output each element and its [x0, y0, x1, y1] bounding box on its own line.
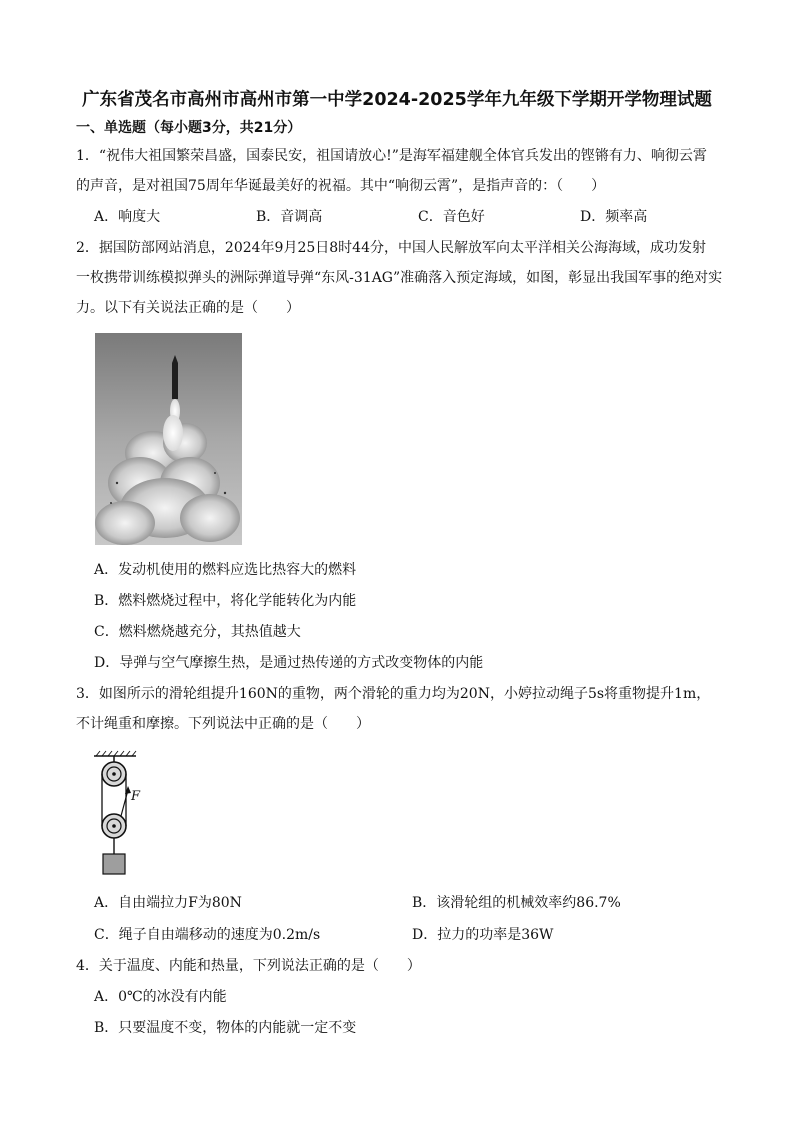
- q3-option-c: C．绳子自由端移动的速度为0.2m/s: [94, 927, 321, 943]
- q2-text-line2: 一枚携带训练模拟弹头的洲际弹道导弹“东风-31AG”准确落入预定海域，如图，彰显出我国军事的绝对实: [76, 270, 723, 286]
- section-heading: 一、单选题（每小题3分，共21分）: [76, 120, 302, 136]
- q1-option-c: C．音色好: [418, 209, 485, 225]
- q3-option-a: A．自由端拉力F为80N: [94, 895, 242, 911]
- q2-text-line1: 2．据国防部网站消息，2024年9月25日8时44分，中国人民解放军向太平洋相关公海海域，成功发射: [76, 240, 706, 256]
- exam-title: 广东省茂名市高州市高州市第一中学2024-2025学年九年级下学期开学物理试题: [82, 90, 712, 110]
- q2-option-a: A．发动机使用的燃料应选比热容大的燃料: [94, 562, 357, 578]
- q4-option-a: A．0℃的冰没有内能: [94, 989, 227, 1005]
- missile-launch-photo: [95, 333, 242, 545]
- q1-text-line2: 的声音，是对祖国75周年华诞最美好的祝福。其中“响彻云霄”，是指声音的：（ ）: [76, 178, 606, 194]
- q3-text-line2: 不计绳重和摩擦。下列说法中正确的是（ ）: [76, 716, 370, 732]
- q3-option-d: D．拉力的功率是36W: [412, 927, 554, 943]
- q1-option-b: B．音调高: [256, 209, 323, 225]
- q4-text-line1: 4．关于温度、内能和热量，下列说法正确的是（ ）: [76, 958, 421, 974]
- q2-option-d: D．导弹与空气摩擦生热，是通过热传递的方式改变物体的内能: [94, 655, 484, 671]
- q1-option-a: A．响度大: [94, 209, 161, 225]
- force-label: F: [131, 789, 141, 804]
- q2-text-line3: 力。以下有关说法正确的是（ ）: [76, 300, 300, 316]
- pulley-system-diagram: [90, 750, 150, 878]
- q2-option-b: B．燃料燃烧过程中，将化学能转化为内能: [94, 593, 357, 609]
- q1-option-d: D．频率高: [580, 209, 648, 225]
- q2-option-c: C．燃料燃烧越充分，其热值越大: [94, 624, 301, 640]
- q3-text-line1: 3．如图所示的滑轮组提升160N的重物，两个滑轮的重力均为20N，小婷拉动绳子5s将重物提升1m，: [76, 686, 711, 702]
- q1-text-line1: 1．“祝伟大祖国繁荣昌盛，国泰民安，祖国请放心!”是海军福建舰全体官兵发出的铿锵有力、响彻云霄: [76, 148, 707, 164]
- q3-option-b: B．该滑轮组的机械效率约86.7%: [412, 895, 621, 911]
- q4-option-b: B．只要温度不变，物体的内能就一定不变: [94, 1020, 357, 1036]
